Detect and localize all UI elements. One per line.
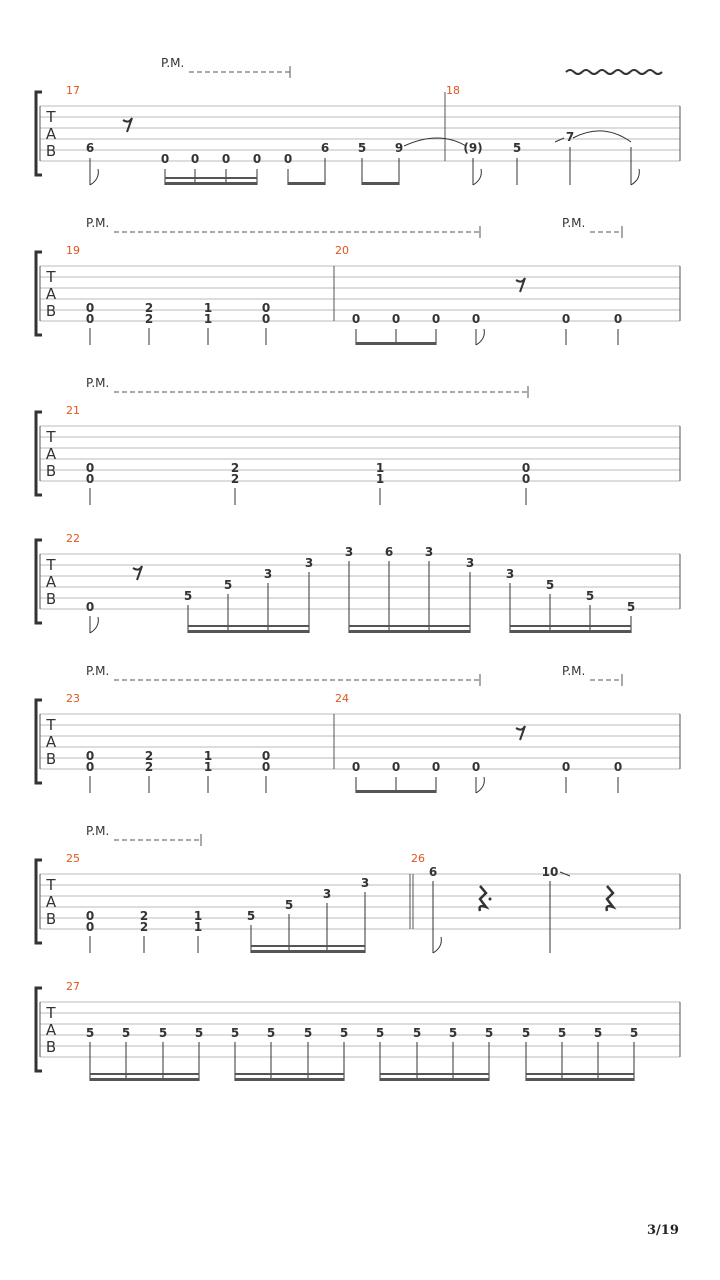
palm-mute-label: P.M. — [86, 664, 110, 678]
fret-number: 3 — [263, 567, 273, 581]
beams — [188, 625, 631, 633]
tab-letter-b: B — [45, 910, 57, 928]
measure-number: 20 — [335, 244, 349, 257]
tab-letter-a: A — [45, 573, 57, 591]
dot — [489, 898, 492, 901]
tab-letter-t: T — [46, 108, 56, 126]
fret-number: 3 — [344, 545, 354, 559]
fret-number: 0 — [521, 472, 531, 486]
fret-number: 3 — [465, 556, 475, 570]
fret-number: 5 — [521, 1026, 531, 1040]
beams — [356, 342, 436, 345]
fret-number: 2 — [230, 461, 240, 475]
tab-letter-a: A — [45, 285, 57, 303]
measure-number: 22 — [66, 532, 80, 545]
fret-number: 2 — [144, 749, 154, 763]
fret-number: 1 — [203, 301, 213, 315]
tab-letter-b: B — [45, 1038, 57, 1056]
fret-number: 5 — [357, 141, 367, 155]
fret-number: 5 — [626, 600, 636, 614]
fret-number: 2 — [139, 909, 149, 923]
fret-number: 7 — [565, 130, 575, 144]
fret-number: 0 — [85, 920, 95, 934]
fret-number: 0 — [261, 312, 271, 326]
fret-number: 5 — [194, 1026, 204, 1040]
fret-number: 0 — [252, 152, 262, 166]
tab-letter-t: T — [46, 556, 56, 574]
beams — [356, 790, 436, 793]
fret-number: 5 — [246, 909, 256, 923]
fret-number: 0 — [521, 461, 531, 475]
fret-number: 6 — [428, 865, 438, 879]
stems — [90, 776, 618, 793]
fret-number: 1 — [375, 472, 385, 486]
fret-number: 1 — [203, 760, 213, 774]
fret-number: 6 — [85, 141, 95, 155]
system-1 — [36, 56, 680, 185]
system-7 — [36, 980, 680, 1081]
vibrato-icon — [566, 70, 662, 74]
fret-number: 0 — [351, 312, 361, 326]
beams — [165, 177, 399, 185]
tab-letter-b: B — [45, 750, 57, 768]
tab-letter-t: T — [46, 1004, 56, 1022]
beams — [251, 945, 365, 953]
fret-number: 0 — [391, 760, 401, 774]
palm-mute-label: P.M. — [86, 376, 110, 390]
fret-number: 0 — [391, 312, 401, 326]
stems — [90, 328, 618, 345]
tab-letter-a: A — [45, 1021, 57, 1039]
fret-number: 9 — [394, 141, 404, 155]
fret-number: 0 — [85, 312, 95, 326]
system-4 — [36, 532, 680, 633]
fret-number: 5 — [557, 1026, 567, 1040]
tab-letter-t: T — [46, 428, 56, 446]
system-3 — [36, 376, 680, 505]
quarter-rest-icon — [607, 886, 613, 911]
fret-number: 0 — [85, 461, 95, 475]
fret-number: 6 — [384, 545, 394, 559]
fret-number: 0 — [85, 760, 95, 774]
measure-number: 18 — [446, 84, 460, 97]
fret-number: 0 — [431, 312, 441, 326]
fret-number: 0 — [85, 600, 95, 614]
palm-mute-label: P.M. — [86, 216, 110, 230]
fret-number: 0 — [283, 152, 293, 166]
quarter-rest-icon — [480, 886, 486, 911]
stems — [90, 881, 550, 953]
palm-mute-label: P.M. — [562, 664, 586, 678]
fret-number: 5 — [183, 589, 193, 603]
tie — [573, 131, 631, 142]
tab-letter-a: A — [45, 733, 57, 751]
fret-number: 1 — [193, 920, 203, 934]
fret-number: 5 — [266, 1026, 276, 1040]
fret-number: 5 — [585, 589, 595, 603]
measure-number: 21 — [66, 404, 80, 417]
measure-number: 19 — [66, 244, 80, 257]
tab-letter-t: T — [46, 268, 56, 286]
beams — [90, 1073, 634, 1081]
fret-number: 5 — [303, 1026, 313, 1040]
fret-number: 2 — [230, 472, 240, 486]
fret-number: 5 — [545, 578, 555, 592]
fret-number: 0 — [160, 152, 170, 166]
fret-number: 5 — [629, 1026, 639, 1040]
fret-number: 0 — [221, 152, 231, 166]
fret-number: 5 — [448, 1026, 458, 1040]
fret-number: 5 — [85, 1026, 95, 1040]
tab-letter-t: T — [46, 716, 56, 734]
measure-number: 25 — [66, 852, 80, 865]
fret-number: 0 — [261, 760, 271, 774]
fret-number: 0 — [190, 152, 200, 166]
fret-number: 3 — [322, 887, 332, 901]
fret-number: 5 — [158, 1026, 168, 1040]
fret-number: 1 — [193, 909, 203, 923]
fret-number: 0 — [85, 301, 95, 315]
fret-number: 6 — [320, 141, 330, 155]
fret-number: 2 — [139, 920, 149, 934]
fret-number: 0 — [85, 749, 95, 763]
fret-number: 0 — [85, 909, 95, 923]
fret-number: 0 — [613, 760, 623, 774]
fret-number: 0 — [261, 301, 271, 315]
system-2 — [36, 216, 680, 345]
fret-number: 0 — [613, 312, 623, 326]
fret-number: 3 — [360, 876, 370, 890]
fret-number: 0 — [261, 749, 271, 763]
fret-number: 5 — [512, 141, 522, 155]
fret-number: 0 — [561, 760, 571, 774]
fret-number: 2 — [144, 760, 154, 774]
fret-number: 0 — [471, 312, 481, 326]
fret-number: 5 — [284, 898, 294, 912]
tab-letter-a: A — [45, 125, 57, 143]
eighth-rest-icon — [123, 118, 132, 132]
stems — [90, 1042, 634, 1081]
fret-number: 3 — [304, 556, 314, 570]
palm-mute-label: P.M. — [562, 216, 586, 230]
tab-letter-a: A — [45, 893, 57, 911]
fret-number: 0 — [431, 760, 441, 774]
stems — [90, 561, 631, 633]
fret-number: 2 — [144, 312, 154, 326]
tab-letter-b: B — [45, 462, 57, 480]
eighth-rest-icon — [516, 726, 525, 740]
stems — [90, 488, 526, 505]
fret-number: 5 — [223, 578, 233, 592]
fret-number: 0 — [85, 472, 95, 486]
fret-number: 0 — [561, 312, 571, 326]
measure-number: 23 — [66, 692, 80, 705]
fret-number: 5 — [121, 1026, 131, 1040]
tab-letter-a: A — [45, 445, 57, 463]
fret-number: (9) — [463, 141, 483, 155]
tab-letter-b: B — [45, 302, 57, 320]
fret-number: 5 — [339, 1026, 349, 1040]
measure-number: 26 — [411, 852, 425, 865]
fret-number: 5 — [230, 1026, 240, 1040]
tab-letter-b: B — [45, 142, 57, 160]
fret-number: 3 — [424, 545, 434, 559]
page-number: 3/19 — [647, 1223, 679, 1238]
fret-number: 5 — [484, 1026, 494, 1040]
fret-number: 0 — [471, 760, 481, 774]
tab-letter-b: B — [45, 590, 57, 608]
fret-number: 0 — [351, 760, 361, 774]
fret-number: 3 — [505, 567, 515, 581]
fret-number: 5 — [593, 1026, 603, 1040]
fret-number: 1 — [203, 312, 213, 326]
system-6 — [36, 824, 680, 953]
palm-mute-label: P.M. — [161, 56, 185, 70]
fret-number: 10 — [541, 865, 559, 879]
fret-number: 5 — [412, 1026, 422, 1040]
eighth-rest-icon — [516, 278, 525, 292]
measure-number: 17 — [66, 84, 80, 97]
fret-number: 2 — [144, 301, 154, 315]
measure-number: 27 — [66, 980, 80, 993]
tab-letter-t: T — [46, 876, 56, 894]
fret-number: 5 — [375, 1026, 385, 1040]
fret-number: 1 — [375, 461, 385, 475]
palm-mute-label: P.M. — [86, 824, 110, 838]
system-5 — [36, 664, 680, 793]
fret-number: 1 — [203, 749, 213, 763]
eighth-rest-icon — [133, 566, 142, 580]
measure-number: 24 — [335, 692, 349, 705]
